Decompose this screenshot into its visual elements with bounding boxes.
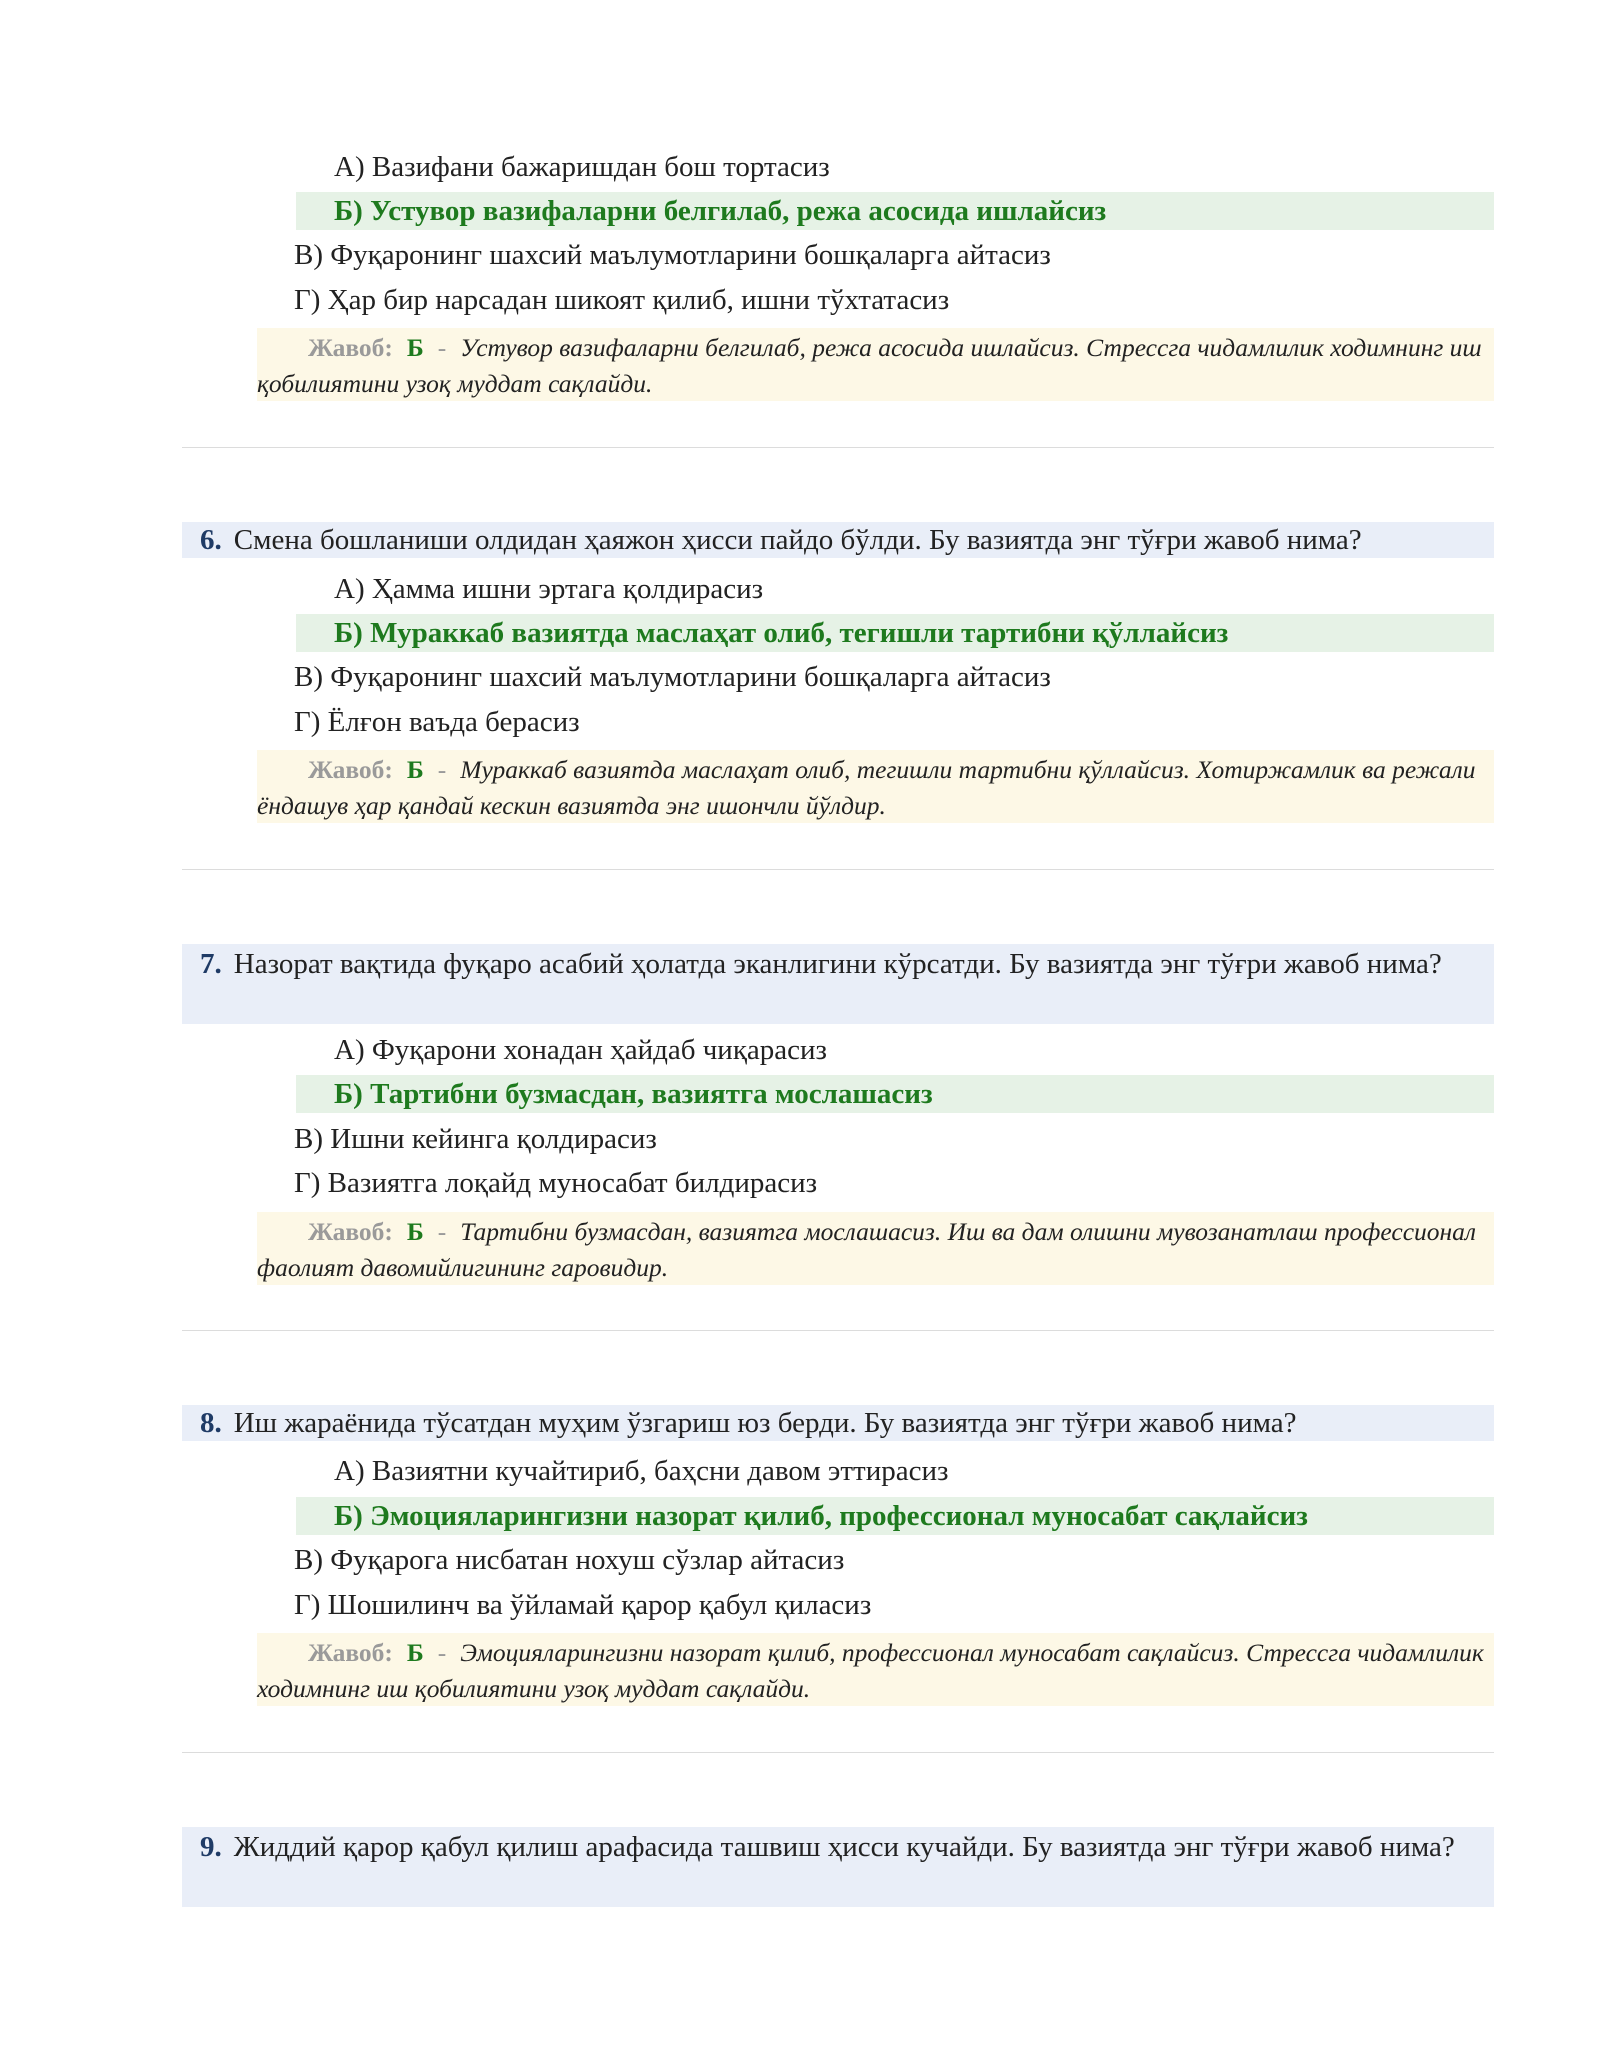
answer-dash: -	[437, 755, 447, 784]
answer-text: Мураккаб вазиятда маслаҳат олиб, тегишли тартибни қўллайсиз. Хотиржамлик ва режали ёндашув ҳар қандай кескин вазиятда энг ишончли йўлдир.	[257, 755, 1476, 820]
question-8	[182, 1405, 1494, 1441]
divider	[182, 1330, 1494, 1331]
answer-letter: Б	[406, 333, 424, 362]
answer-letter: Б	[406, 1638, 424, 1667]
answer-box	[257, 328, 1494, 401]
answer-text: Эмоцияларингизни назорат қилиб, профессионал муносабат сақлайсиз. Стрессга чидамлилик ходимнинг иш қобилиятини узоқ муддат сақлайди.	[257, 1638, 1484, 1703]
option-g: Г) Ёлғон ваъда берасиз	[294, 706, 580, 738]
answer-label: Жавоб:	[308, 1638, 393, 1667]
question-number: 7.	[200, 948, 222, 980]
option-v: В) Фуқаронинг шахсий маълумотларини бошқаларга айтасиз	[294, 661, 1051, 693]
answer-text: Тартибни бузмасдан, вазиятга мослашасиз. Иш ва дам олишни мувозанатлаш профессионал фаолият давомийлигининг гаровидир.	[257, 1217, 1477, 1282]
answer-letter: Б	[406, 755, 424, 784]
question-text: Жиддий қарор қабул қилиш арафасида ташвиш ҳисси кучайди. Бу вазиятда энг тўғри жавоб нима?	[233, 1831, 1455, 1863]
option-g: Г) Вазиятга лоқайд муносабат билдирасиз	[294, 1167, 818, 1199]
option-v: В) Фуқаронинг шахсий маълумотларини бошқаларга айтасиз	[294, 239, 1051, 271]
option-v: В) Ишни кейинга қолдирасиз	[294, 1123, 657, 1155]
question-number: 8.	[200, 1407, 222, 1439]
answer-text: Устувор вазифаларни белгилаб, режа асосида ишлайсиз. Стрессга чидамлилик ходимнинг иш қобилиятини узоқ муддат сақлайди.	[257, 333, 1482, 398]
question-number: 6.	[200, 524, 222, 556]
option-a: А) Ҳамма ишни эртага қолдирасиз	[334, 573, 764, 605]
answer-dash: -	[437, 333, 447, 362]
answer-dash: -	[437, 1638, 447, 1667]
answer-box	[257, 1633, 1494, 1706]
option-b-correct: Б) Эмоцияларингизни назорат қилиб, профессионал муносабат сақлайсиз	[296, 1497, 1494, 1535]
question-9	[182, 1827, 1494, 1907]
answer-label: Жавоб:	[308, 333, 393, 362]
divider	[182, 447, 1494, 448]
option-b-correct: Б) Устувор вазифаларни белгилаб, режа асосида ишлайсиз	[296, 192, 1494, 230]
answer-label: Жавоб:	[308, 755, 393, 784]
option-a: А) Фуқарони хонадан ҳайдаб чиқарасиз	[334, 1034, 827, 1066]
option-g: Г) Шошилинч ва ўйламай қарор қабул қиласиз	[294, 1589, 872, 1621]
question-text: Смена бошланиши олдидан ҳаяжон ҳисси пайдо бўлди. Бу вазиятда энг тўғри жавоб нима?	[233, 524, 1362, 556]
question-text: Иш жараёнида тўсатдан муҳим ўзгариш юз берди. Бу вазиятда энг тўғри жавоб нима?	[233, 1407, 1297, 1439]
option-g: Г) Ҳар бир нарсадан шикоят қилиб, ишни тўхтатасиз	[294, 284, 950, 316]
question-6	[182, 522, 1494, 558]
answer-box	[257, 750, 1494, 823]
option-b-correct: Б) Мураккаб вазиятда маслаҳат олиб, тегишли тартибни қўллайсиз	[296, 614, 1494, 652]
answer-label: Жавоб:	[308, 1217, 393, 1246]
option-a: А) Вазифани бажаришдан бош тортасиз	[334, 151, 830, 183]
option-v: В) Фуқарога нисбатан нохуш сўзлар айтасиз	[294, 1544, 845, 1576]
answer-box	[257, 1212, 1494, 1285]
option-a: А) Вазиятни кучайтириб, баҳсни давом эттирасиз	[334, 1455, 949, 1487]
divider	[182, 869, 1494, 870]
answer-dash: -	[437, 1217, 447, 1246]
question-number: 9.	[200, 1831, 222, 1863]
question-text: Назорат вақтида фуқаро асабий ҳолатда эканлигини кўрсатди. Бу вазиятда энг тўғри жавоб нима?	[233, 948, 1442, 980]
answer-letter: Б	[406, 1217, 424, 1246]
option-b-correct: Б) Тартибни бузмасдан, вазиятга мослашасиз	[296, 1075, 1494, 1113]
question-7	[182, 944, 1494, 1024]
divider	[182, 1752, 1494, 1753]
